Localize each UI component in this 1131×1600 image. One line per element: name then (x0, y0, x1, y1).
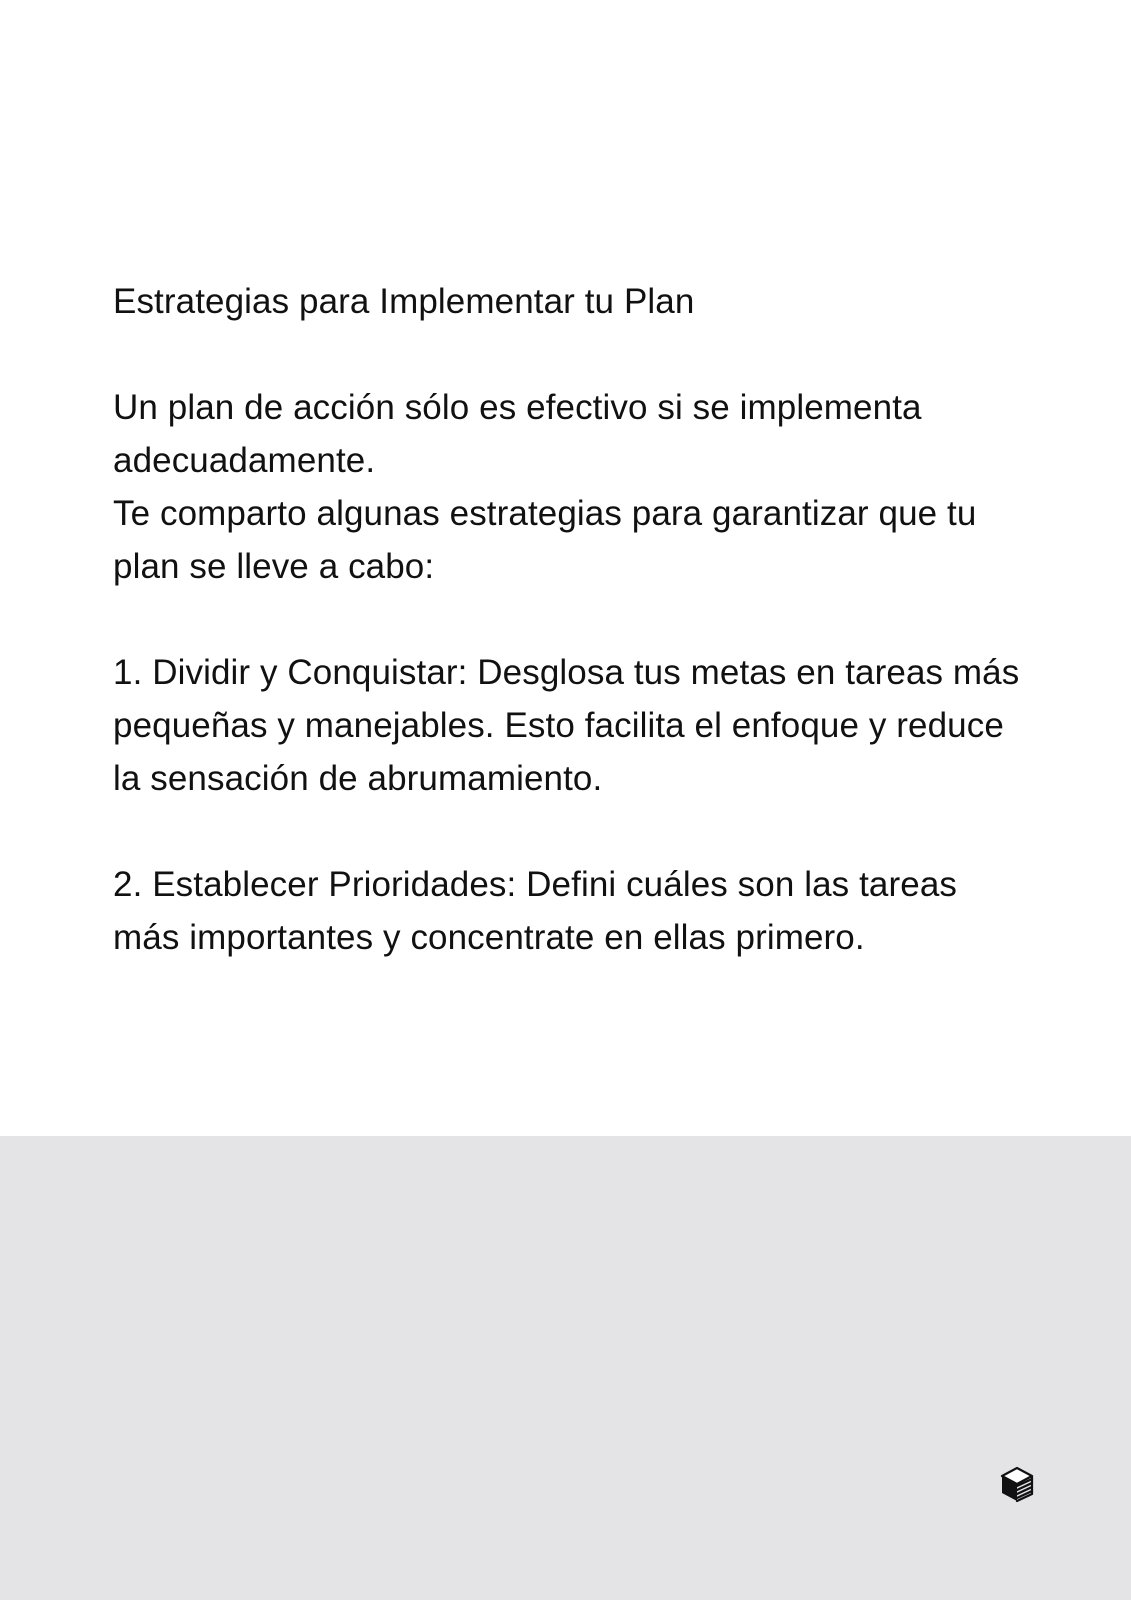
page-footer-band (0, 1136, 1131, 1600)
strategy-item-2: 2. Establecer Prioridades: Defini cuáles son las tareas más importantes y concentrate en ellas primero. (113, 865, 957, 957)
strategy-item-1: 1. Dividir y Conquistar: Desglosa tus metas en tareas más pequeñas y manejables. Esto facilita el enfoque y reduce la sensación de abrumamiento. (113, 653, 1020, 798)
spacer (113, 593, 1033, 646)
stacked-layers-icon (998, 1465, 1036, 1505)
document-body (113, 275, 1033, 964)
page-title: Estrategias para Implementar tu Plan (113, 282, 695, 321)
intro-paragraph-1: Un plan de acción sólo es efectivo si se implementa adecuadamente. (113, 388, 922, 480)
spacer (113, 328, 1033, 381)
spacer (113, 805, 1033, 858)
intro-paragraph-2: Te comparto algunas estrategias para garantizar que tu plan se lleve a cabo: (113, 494, 977, 586)
